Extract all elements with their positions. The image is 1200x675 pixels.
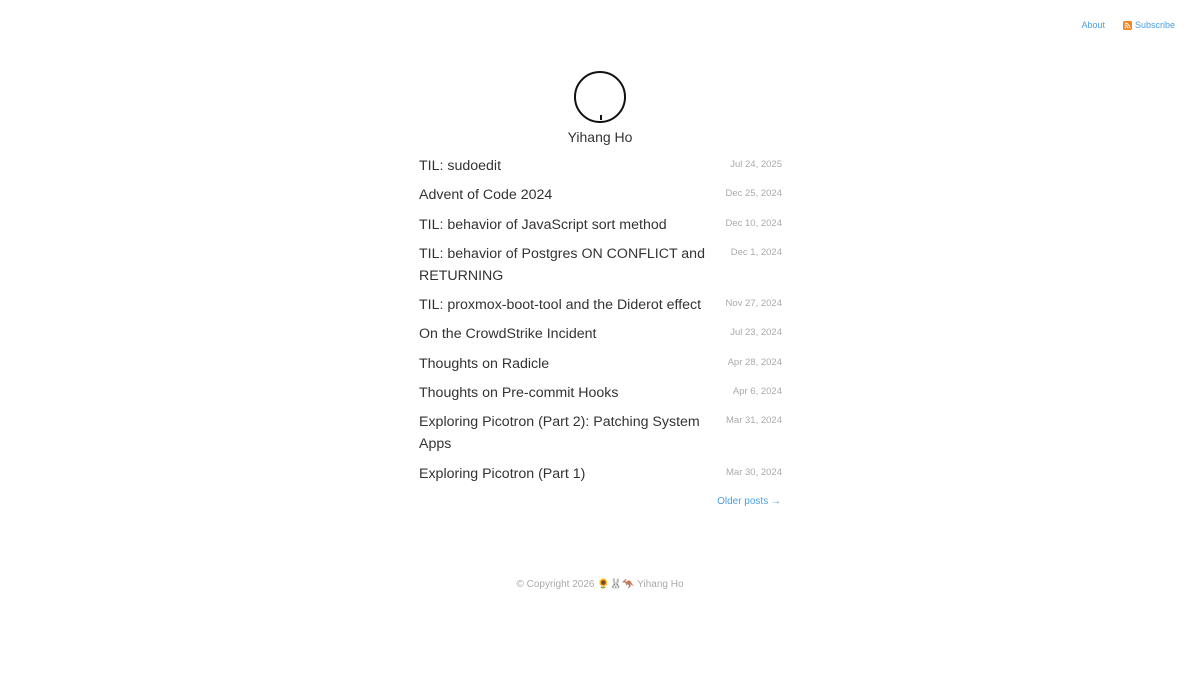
post-item [419,243,782,287]
older-posts-link[interactable]: Older posts → [717,496,781,507]
post-title-link[interactable]: TIL: behavior of JavaScript sort method [419,216,667,233]
post-date: Dec 10, 2024 [725,217,782,229]
post-date: Apr 28, 2024 [727,356,782,368]
post-date: Mar 30, 2024 [726,466,782,478]
post-item [419,214,782,236]
post-title-link[interactable]: Thoughts on Pre-commit Hooks [419,385,619,402]
top-nav [1081,20,1175,30]
post-title-link[interactable]: On the CrowdStrike Incident [419,326,597,343]
post-date: Jul 24, 2025 [730,159,782,170]
post-item [419,411,782,455]
post-date: Apr 6, 2024 [732,386,782,398]
avatar[interactable] [574,71,626,123]
post-date: Jul 23, 2024 [730,327,782,339]
post-title-link[interactable]: Exploring Picotron (Part 1) [419,465,586,482]
post-title-link[interactable]: Thoughts on Radicle [419,355,550,372]
post-date: Dec 25, 2024 [725,188,782,200]
site-name[interactable]: Yihang Ho [567,129,633,145]
rss-icon [1123,21,1132,30]
post-title-link[interactable]: Advent of Code 2024 [419,187,553,204]
about-link[interactable]: About [1081,20,1105,30]
post-title-link[interactable]: Exploring Picotron (Part 2): Patching System Apps [419,414,700,453]
post-title-link[interactable]: TIL: proxmox-boot-tool and the Diderot effect [419,297,702,314]
post-item [419,353,782,375]
avatar-mark [600,115,602,120]
post-date: Dec 1, 2024 [730,246,782,258]
post-list [419,155,782,492]
footer-copyright: © Copyright 2026 🌻🐰🦘 Yihang Ho [516,579,684,590]
subscribe-link[interactable] [1123,20,1175,30]
post-item [419,463,782,485]
post-date: Nov 27, 2024 [725,298,782,310]
post-title-link[interactable]: TIL: behavior of Postgres ON CONFLICT and RETURNING [419,245,705,284]
post-item [419,294,782,316]
post-item [419,382,782,404]
post-title-link[interactable]: TIL: sudoedit [419,158,502,174]
post-date: Mar 31, 2024 [726,415,782,427]
subscribe-label: Subscribe [1134,20,1175,30]
post-item [419,155,782,177]
post-item [419,323,782,345]
post-item [419,184,782,206]
